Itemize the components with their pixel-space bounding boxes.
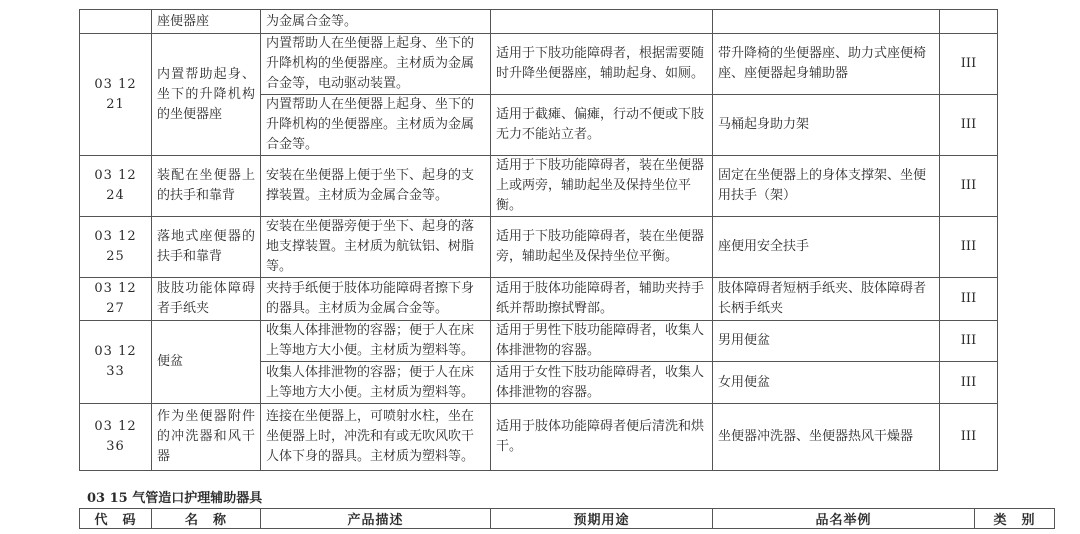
examples-cell: 女用便盆 (713, 362, 940, 404)
description-cell: 安装在坐便器旁便于坐下、起身的落地支撑装置。主材质为航钛铝、树脂等。 (261, 217, 491, 278)
description-cell: 夹持手纸便于肢体功能障碍者擦下身的器具。主材质为金属合金等。 (261, 278, 491, 321)
header-examples: 品名举例 (713, 509, 975, 529)
examples-cell: 固定在坐便器上的身体支撑架、坐便用扶手（架） (713, 156, 940, 217)
class-cell: III (940, 217, 998, 278)
name-cell: 装配在坐便器上的扶手和靠背 (152, 156, 261, 217)
class-cell: III (940, 156, 998, 217)
table-row (80, 321, 998, 362)
header-class: 类 别 (975, 509, 1055, 529)
class-cell: III (940, 278, 998, 321)
use-cell: 适用于肢体功能障碍者便后清洗和烘干。 (491, 404, 713, 471)
name-cell: 座便器座 (152, 10, 261, 34)
description-cell: 安装在坐便器上便于坐下、起身的支撑装置。主材质为金属合金等。 (261, 156, 491, 217)
code-cell: 03 12 25 (80, 217, 152, 278)
code-cell: 03 12 27 (80, 278, 152, 321)
description-cell: 连接在坐便器上，可喷射水柱，坐在坐便器上时，冲洗和有或无吹风吹干人体下身的器具。主材质为塑料等。 (261, 404, 491, 471)
use-cell: 适用于下肢功能障碍者，装在坐便器旁，辅助起坐及保持坐位平衡。 (491, 217, 713, 278)
use-cell: 适用于女性下肢功能障碍者，收集人体排泄物的容器。 (491, 362, 713, 404)
description-cell: 收集人体排泄物的容器；便于人在床上等地方大小便。主材质为塑料等。 (261, 321, 491, 362)
header-code: 代 码 (80, 509, 152, 529)
use-cell: 适用于男性下肢功能障碍者，收集人体排泄物的容器。 (491, 321, 713, 362)
description-cell: 收集人体排泄物的容器；便于人在床上等地方大小便。主材质为塑料等。 (261, 362, 491, 404)
class-cell (940, 10, 998, 34)
description-cell: 内置帮助人在坐便器上起身、坐下的升降机构的坐便器座。主材质为金属合金等。 (261, 95, 491, 156)
class-cell: III (940, 34, 998, 95)
header-description: 产品描述 (261, 509, 491, 529)
use-cell: 适用于下肢功能障碍者，装在坐便器上或两旁，辅助起坐及保持坐位平衡。 (491, 156, 713, 217)
header-name: 名 称 (152, 509, 261, 529)
code-cell (80, 10, 152, 34)
use-cell: 适用于截瘫、偏瘫，行动不便或下肢无力不能站立者。 (491, 95, 713, 156)
use-cell (491, 10, 713, 34)
section-title: 03 15 气管造口护理辅助器具 (87, 491, 263, 506)
class-cell: III (940, 321, 998, 362)
next-table-header (79, 508, 1055, 529)
examples-cell: 带升降椅的坐便器座、助力式座便椅座、座便器起身辅助器 (713, 34, 940, 95)
table-row (80, 34, 998, 95)
code-cell: 03 12 36 (80, 404, 152, 471)
name-cell: 便盆 (152, 321, 261, 404)
description-cell: 内置帮助人在坐便器上起身、坐下的升降机构的坐便器座。主材质为金属合金等，电动驱动装置。 (261, 34, 491, 95)
examples-cell: 男用便盆 (713, 321, 940, 362)
product-table-wrap (79, 9, 998, 471)
use-cell: 适用于肢体功能障碍者，辅助夹持手纸并帮助擦拭臀部。 (491, 278, 713, 321)
examples-cell: 座便用安全扶手 (713, 217, 940, 278)
code-cell: 03 12 21 (80, 34, 152, 156)
table-row (80, 156, 998, 217)
use-cell: 适用于下肢功能障碍者，根据需要随时升降坐便器座，辅助起身、如厕。 (491, 34, 713, 95)
examples-cell: 马桶起身助力架 (713, 95, 940, 156)
table-row (80, 217, 998, 278)
name-cell: 作为坐便器附件的冲洗器和风干器 (152, 404, 261, 471)
table-row (80, 278, 998, 321)
class-cell: III (940, 404, 998, 471)
name-cell: 内置帮助起身、坐下的升降机构的坐便器座 (152, 34, 261, 156)
description-cell: 为金属合金等。 (261, 10, 491, 34)
code-cell: 03 12 33 (80, 321, 152, 404)
examples-cell: 坐便器冲洗器、坐便器热风干燥器 (713, 404, 940, 471)
class-cell: III (940, 362, 998, 404)
header-row (80, 509, 1055, 529)
name-cell: 肢肢功能体障碍者手纸夹 (152, 278, 261, 321)
name-cell: 落地式座便器的扶手和靠背 (152, 217, 261, 278)
product-table (79, 9, 998, 471)
examples-cell: 肢体障碍者短柄手纸夹、肢体障碍者长柄手纸夹 (713, 278, 940, 321)
table-row (80, 10, 998, 34)
code-cell: 03 12 24 (80, 156, 152, 217)
examples-cell (713, 10, 940, 34)
class-cell: III (940, 95, 998, 156)
header-use: 预期用途 (491, 509, 713, 529)
table-row (80, 404, 998, 471)
